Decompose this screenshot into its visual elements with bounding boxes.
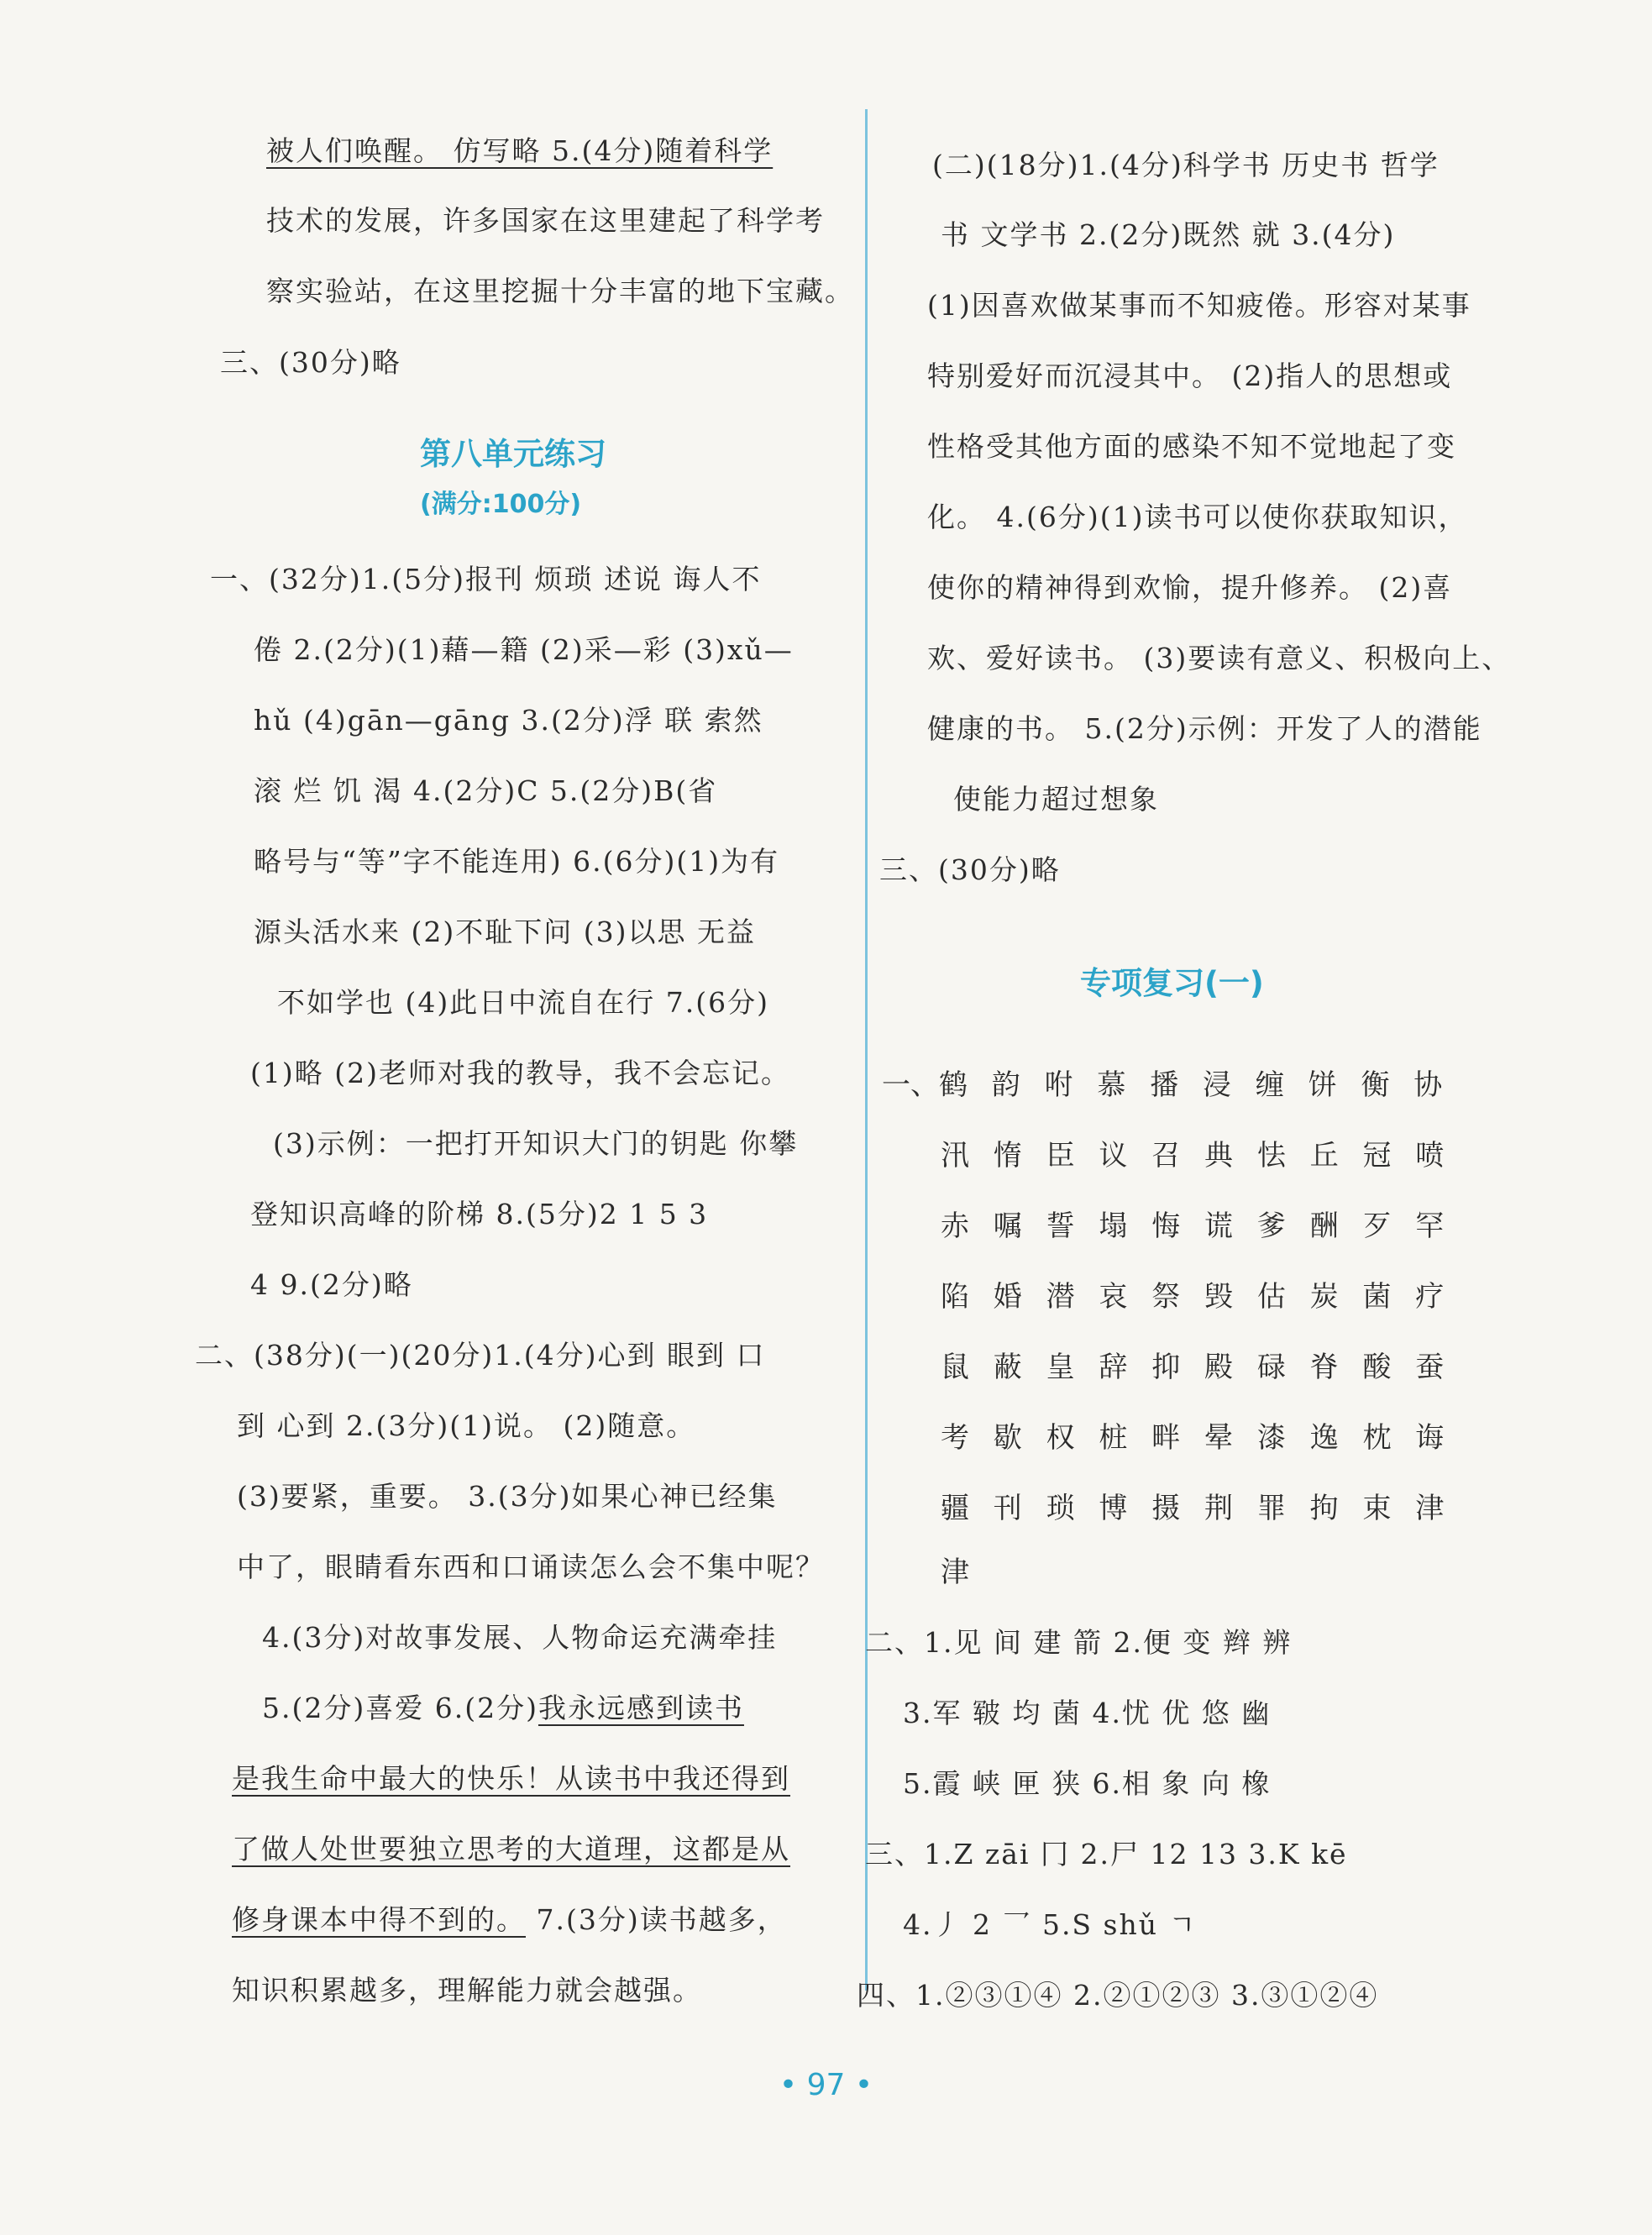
text-line: 是我生命中最大的快乐！从读书中我还得到 (232, 1762, 790, 1795)
text-line: 滚 烂 饥 渴 4.(2分)C 5.(2分)B(省 (254, 774, 718, 807)
text-line: 5.霞 峡 匣 狭 6.相 象 向 橡 (903, 1767, 1272, 1800)
char-row: 赤 嘱 誓 塌 悔 谎 爹 酬 歹 罕 (941, 1209, 1445, 1243)
section-title: 第八单元练习 (420, 436, 606, 472)
text-line: 技术的发展，许多国家在这里建起了科学考 (266, 204, 825, 237)
text-line: 倦 2.(2分)(1)藉—籍 (2)采—彩 (3)xǔ— (254, 633, 794, 666)
text-line: 二、1.见 间 建 箭 2.便 变 辫 辨 (865, 1626, 1293, 1659)
char-row: 津 (941, 1556, 969, 1589)
text-line: 4.(3分)对故事发展、人物命运充满牵挂 (262, 1621, 778, 1654)
text-line: 使你的精神得到欢愉，提升修养。 (2)喜 (927, 571, 1453, 604)
text-line: 4 9.(2分)略 (250, 1268, 413, 1301)
text-line: 到 心到 2.(3分)(1)说。 (2)随意。 (237, 1409, 696, 1442)
section-title: 专项复习(一) (1080, 965, 1264, 1001)
text-line: 修身课本中得不到的。 7.(3分)读书越多， (232, 1903, 787, 1936)
text-line: 化。 4.(6分)(1)读书可以使你获取知识， (927, 501, 1468, 533)
char-row: 一、鹤 韵 咐 慕 播 浸 缠 饼 衡 协 (882, 1068, 1443, 1102)
text-line: 三、(30分)略 (879, 853, 1061, 886)
text-line: 一、(32分)1.(5分)报刊 烦琐 述说 诲人不 (210, 563, 762, 595)
text-line: 察实验站，在这里挖掘十分丰富的地下宝藏。 (266, 275, 854, 307)
text-line: 性格受其他方面的感染不知不觉地起了变 (927, 430, 1456, 463)
text-line: 二、(38分)(一)(20分)1.(4分)心到 眼到 口 (195, 1339, 766, 1372)
section-subtitle: (满分:100分) (420, 490, 582, 519)
text-line: (1)略 (2)老师对我的教导，我不会忘记。 (250, 1057, 790, 1089)
text-line: (1)因喜欢做某事而不知疲倦。形容对某事 (927, 289, 1471, 322)
text-line: 使能力超过想象 (953, 783, 1159, 816)
text-line: 略号与“等”字不能连用) 6.(6分)(1)为有 (254, 845, 780, 878)
text-line: 5.(2分)喜爱 6.(2分)我永远感到读书 (262, 1692, 744, 1724)
text-line: (3)示例：一把打开知识大门的钥匙 你攀 (273, 1127, 799, 1160)
char-row: 汛 惰 臣 议 召 典 怯 丘 冠 喷 (941, 1139, 1445, 1173)
text-line: 欢、爱好读书。 (3)要读有意义、积极向上、 (927, 642, 1512, 674)
text-line: 三、(30分)略 (220, 346, 401, 379)
page-number: • 97 • (779, 2068, 873, 2102)
text-line: 健康的书。 5.(2分)示例：开发了人的潜能 (927, 712, 1482, 745)
text-line: 四、1.②③①④ 2.②①②③ 3.③①②④ (857, 1979, 1379, 2012)
char-row: 考 歇 权 桩 畔 晕 漆 逸 枕 诲 (941, 1421, 1445, 1455)
text-line: 了做人处世要独立思考的大道理，这都是从 (232, 1833, 790, 1865)
text-line: 登知识高峰的阶梯 8.(5分)2 1 5 3 (250, 1198, 709, 1230)
text-line: (二)(18分)1.(4分)科学书 历史书 哲学 (932, 149, 1440, 181)
text-line: 不如学也 (4)此日中流自在行 7.(6分) (277, 986, 769, 1019)
text-line: 3.军 皲 均 菌 4.忧 优 悠 幽 (903, 1697, 1272, 1729)
text-line: 中了，眼睛看东西和口诵读怎么会不集中呢？ (237, 1550, 825, 1583)
char-row: 陷 婚 潜 哀 祭 毁 估 炭 菌 疗 (941, 1280, 1445, 1314)
char-row: 疆 刊 琐 博 摄 荆 罪 拘 束 津 (941, 1492, 1445, 1525)
column-divider (865, 109, 868, 1991)
text-line: 4.丿 2 乛 5.S shǔ ㄱ (903, 1908, 1198, 1941)
text-line: (3)要紧，重要。 3.(3分)如果心神已经集 (237, 1480, 778, 1513)
text-line: 三、1.Z zāi 冂 2.尸 12 13 3.K kē (865, 1838, 1348, 1870)
char-row: 鼠 蔽 皇 辞 抑 殿 碌 脊 酸 蚕 (941, 1351, 1445, 1384)
text-line: 特别爱好而沉浸其中。 (2)指人的思想或 (927, 359, 1453, 392)
text-line: 书 文学书 2.(2分)既然 就 3.(4分) (941, 218, 1396, 251)
text-line: 知识积累越多，理解能力就会越强。 (232, 1974, 702, 2007)
text-line: hǔ (4)gān—gāng 3.(2分)浮 联 索然 (254, 704, 763, 737)
text-line: 被人们唤醒。 仿写略 5.(4分)随着科学 (266, 134, 774, 167)
text-line: 源头活水来 (2)不耻下问 (3)以思 无益 (254, 916, 756, 948)
